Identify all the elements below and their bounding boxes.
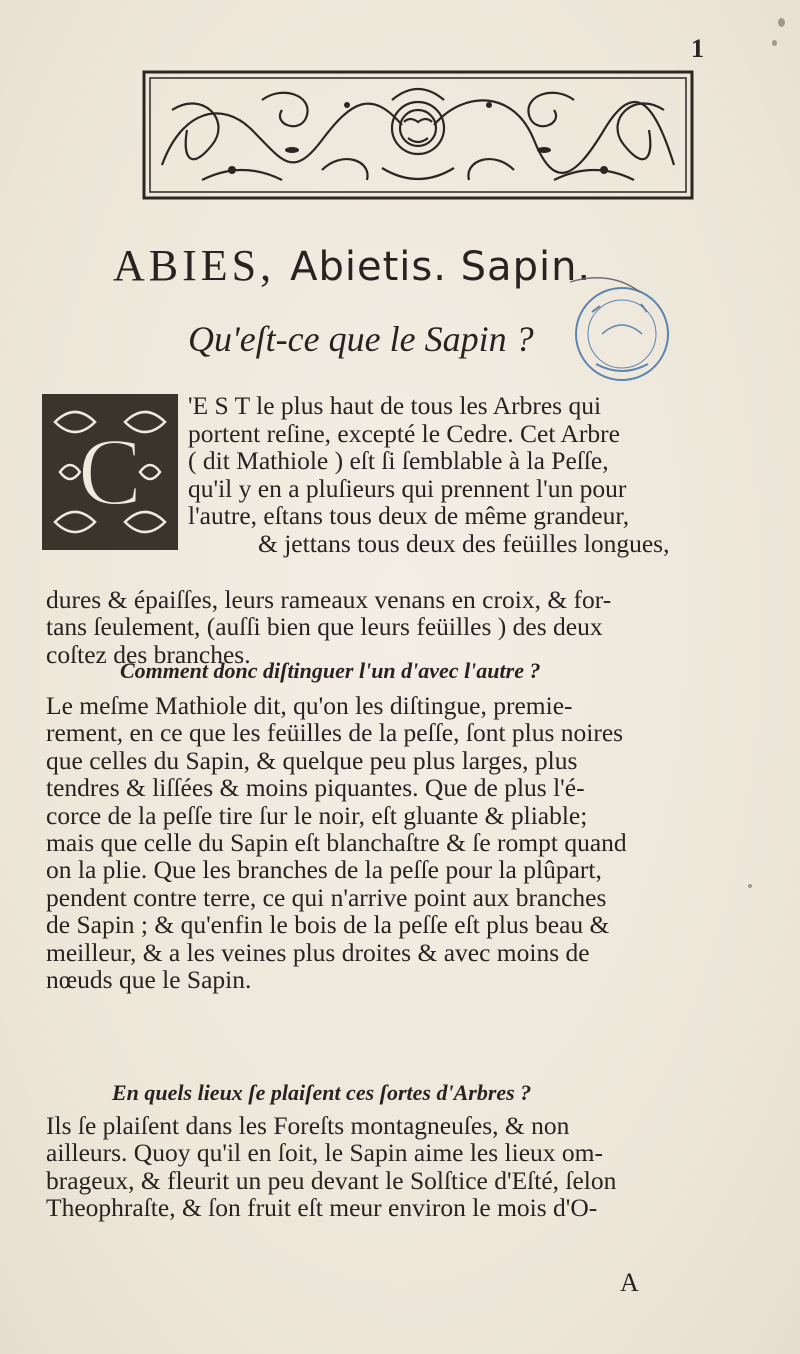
ink-spot — [748, 884, 752, 888]
paragraph-1-indented — [188, 392, 710, 557]
text-line: pendent contre terre, ce qui n'arrive point aux branches — [46, 882, 607, 912]
text-line: nœuds que le Sapin. — [46, 965, 252, 995]
text-line: ailleurs. Quoy qu'il en ſoit, le Sapin aime les lieux om- — [46, 1138, 603, 1168]
paragraph-3 — [46, 1112, 714, 1222]
text-line: Le meſme Mathiole dit, qu'on les diſtingue, premie- — [46, 691, 573, 720]
text-line: brageux, & fleurit un peu devant le Solſtice d'Eſté, ſelon — [46, 1165, 617, 1195]
page-number: 1 — [691, 34, 704, 63]
text-line: tendres & liſſées & moins piquantes. Que de plus l'é- — [46, 773, 585, 803]
catchword: A — [620, 1268, 639, 1297]
ink-spot — [772, 40, 777, 46]
text-line: tans ſeulement, (auſſi bien que leurs feüilles ) des deux — [46, 612, 603, 642]
text-line: & jettans tous deux des feüilles longues, — [258, 528, 670, 558]
ornamental-letter-c-icon — [40, 392, 180, 552]
text-line: l'autre, eſtans tous deux de même grandeur, — [188, 501, 630, 530]
text-line: qu'il y en a pluſieurs qui prennent l'un pour — [188, 473, 627, 503]
text-line: corce de la peſſe tire ſur le noir, eſt gluante & pliable; — [46, 800, 588, 830]
question-how-to-distinguish: Comment donc diſtinguer l'un d'avec l'autre ? — [120, 658, 541, 683]
question-where-they-grow: En quels lieux ſe plaiſent ces ſortes d'Arbres ? — [112, 1080, 532, 1105]
text-line: mais que celle du Sapin eſt blanchaſtre & ſe rompt quand — [46, 828, 627, 858]
text-line: portent reſine, excepté le Cedre. Cet Arbre — [188, 418, 620, 448]
text-line: de Sapin ; & qu'enfin le bois de la peſſe eſt plus beau & — [46, 910, 610, 940]
text-line: que celles du Sapin, & quelque peu plus larges, plus — [46, 745, 578, 775]
text-line: ( dit Mathiole ) eſt ſi ſemblable à la Peſſe, — [188, 446, 609, 475]
paragraph-2 — [46, 692, 714, 993]
library-stamp-icon — [552, 272, 687, 392]
ink-spot — [778, 18, 785, 27]
text-line: dures & épaiſſes, leurs rameaux venans en croix, & for- — [46, 585, 612, 614]
text-line: Ils ſe plaiſent dans les Foreſts montagneuſes, & non — [46, 1111, 570, 1140]
floral-scroll-headpiece-icon — [142, 70, 694, 200]
text-line: Theophraſte, & ſon fruit eſt meur environ le mois d'O- — [46, 1193, 598, 1223]
paragraph-1-full — [46, 586, 714, 668]
text-line: on la plie. Que les branches de la peſſe pour la plûpart, — [46, 855, 602, 885]
dropcap-letter: C — [77, 418, 143, 525]
text-line: rement, en ce que les feüilles de la peſſe, ſont plus noires — [46, 718, 624, 748]
title-rest: Abietis. Sapin. — [290, 244, 592, 290]
text-line: meilleur, & a les veines plus droites & avec moins de — [46, 937, 590, 967]
title-main: ABIES, — [113, 241, 276, 290]
question-what-is-sapin: Qu'eſt-ce que le Sapin ? — [188, 319, 534, 359]
text-line: coſtez des branches. — [46, 639, 251, 669]
text-line: 'E S T le plus haut de tous les Arbres qui — [188, 391, 602, 420]
